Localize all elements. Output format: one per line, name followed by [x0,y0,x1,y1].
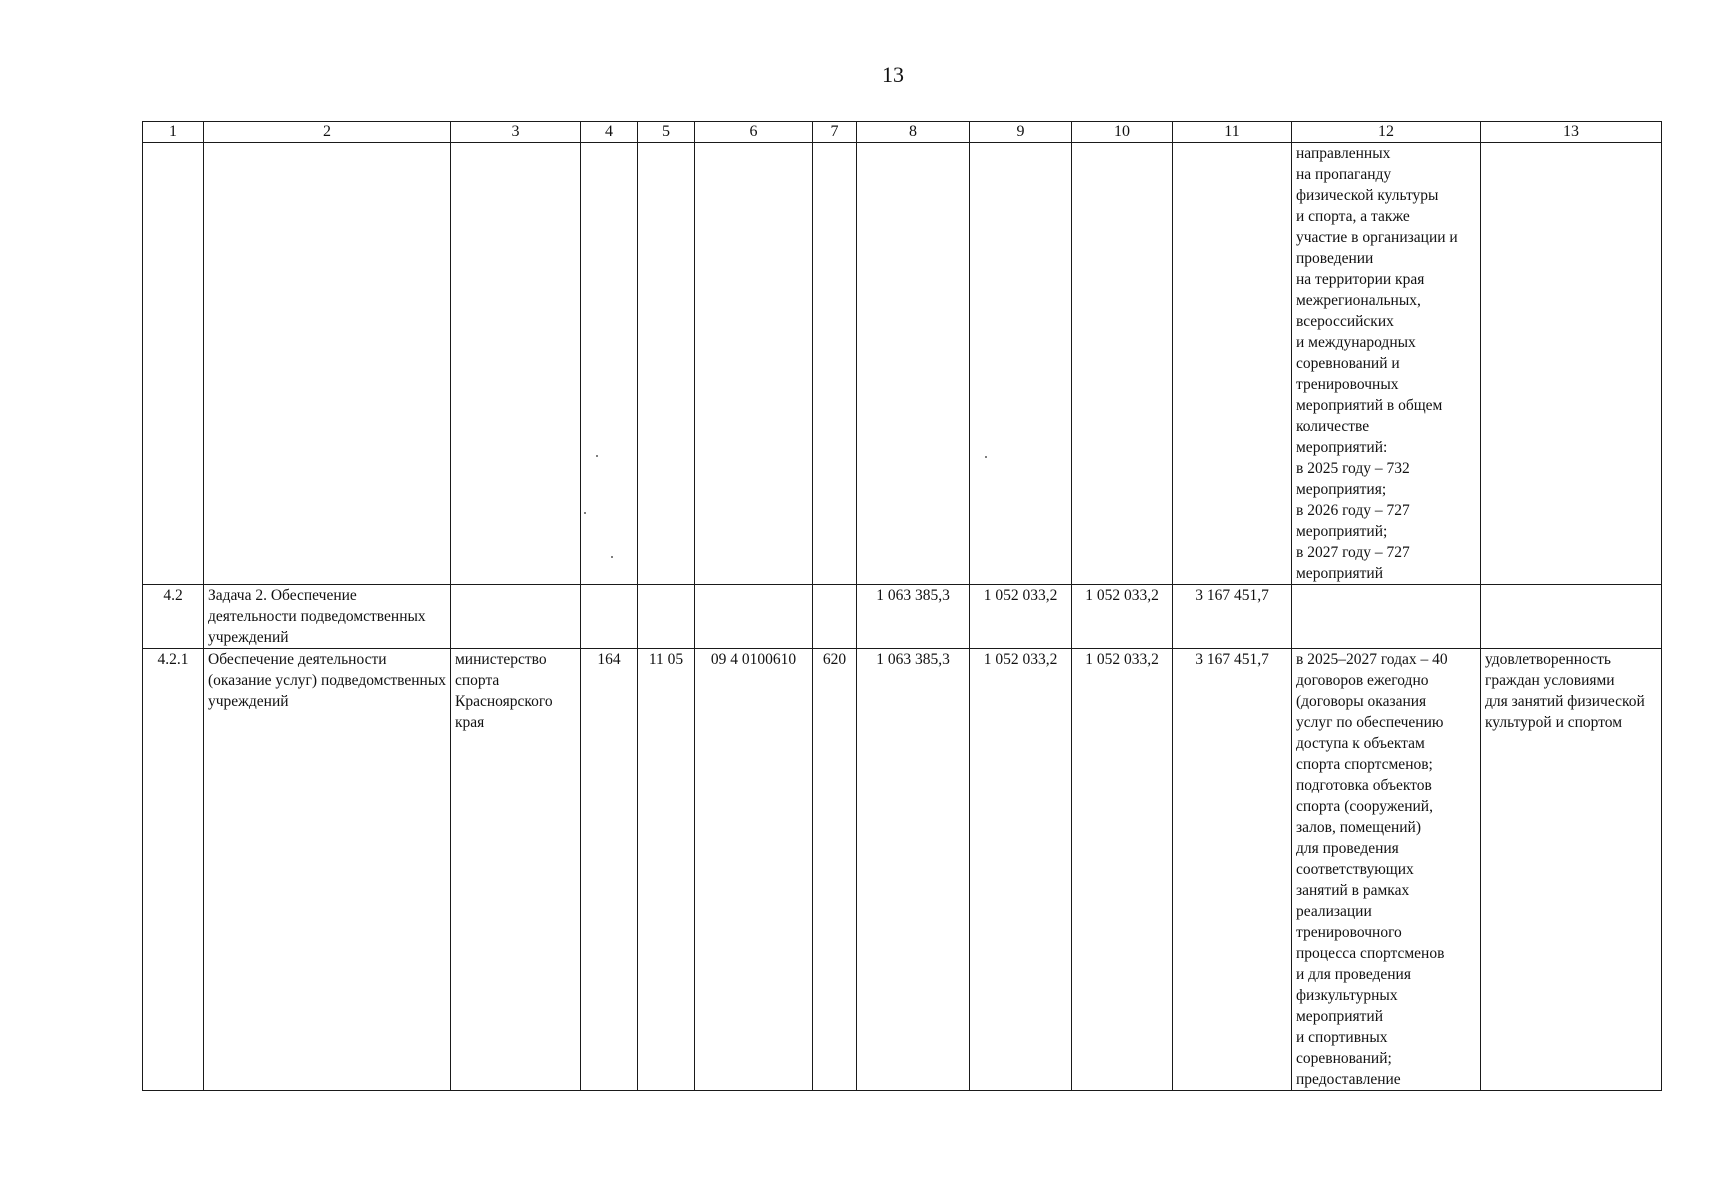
empty-cell [204,143,451,585]
header-cell: 1 [143,122,204,143]
header-cell: 13 [1481,122,1662,143]
header-row [143,122,1662,143]
header-cell: 8 [857,122,970,143]
code-cell: 164 [581,649,638,1091]
amount-cell: 1 052 033,2 [970,585,1072,649]
amount-cell: 1 063 385,3 [857,585,970,649]
indicator-cell: удовлетворенность граждан условиями для занятий физической культурой и спортом [1481,649,1662,1091]
header-cell: 6 [695,122,813,143]
empty-cell [638,585,695,649]
total-amount-cell: 3 167 451,7 [1173,585,1292,649]
page-number: 13 [882,62,904,87]
item-row [143,649,1662,1091]
empty-cell [813,143,857,585]
empty-cell [1173,143,1292,585]
scan-dot [596,455,598,457]
amount-cell: 1 063 385,3 [857,649,970,1091]
empty-cell [695,143,813,585]
task-name: Задача 2. Обеспечение деятельности подведомственных учреждений [204,585,451,649]
empty-cell [695,585,813,649]
empty-cell [857,143,970,585]
empty-cell [581,585,638,649]
empty-cell [451,143,581,585]
empty-cell [581,143,638,585]
amount-cell: 1 052 033,2 [970,649,1072,1091]
empty-cell [1072,143,1173,585]
empty-cell [813,585,857,649]
continuation-row [143,143,1662,585]
scan-dot [584,512,586,514]
header-cell: 12 [1292,122,1481,143]
empty-cell [1292,585,1481,649]
header-cell: 9 [970,122,1072,143]
header-cell: 4 [581,122,638,143]
empty-cell [143,143,204,585]
code-cell: 09 4 0100610 [695,649,813,1091]
empty-cell [638,143,695,585]
header-cell: 2 [204,122,451,143]
scan-dot [985,456,987,458]
row-number: 4.2.1 [143,649,204,1091]
header-cell: 7 [813,122,857,143]
item-name: Обеспечение деятельности (оказание услуг) подведомственных учреждений [204,649,451,1091]
task-row [143,585,1662,649]
header-cell: 10 [1072,122,1173,143]
header-cell: 3 [451,122,581,143]
amount-cell: 1 052 033,2 [1072,649,1173,1091]
empty-cell [1481,585,1662,649]
empty-cell [451,585,581,649]
scan-dot [611,556,613,558]
header-cell: 5 [638,122,695,143]
program-table [142,121,1662,1091]
empty-cell [970,143,1072,585]
executor-cell: министерство спорта Красноярского края [451,649,581,1091]
expected-result-cell: в 2025–2027 годах – 40 договоров ежегодно (договоры оказания услуг по обеспечению доступа к объектам спорта спортсменов; подготовка объектов спорта (сооружений, залов, помещений) для проведения соответствующих занятий в рамках реализации тренировочного процесса спортсменов и для проведения физкультурных мероприятий и спортивных соревнований; предоставление [1292,649,1481,1091]
header-cell: 11 [1173,122,1292,143]
code-cell: 11 05 [638,649,695,1091]
amount-cell: 1 052 033,2 [1072,585,1173,649]
expected-result-cell: направленных на пропаганду физической культуры и спорта, а также участие в организации и проведении на территории края межрегиональных, всероссийских и международных соревнований и тренировочных мероприятий в общем количестве мероприятий: в 2025 году – 732 мероприятия; в 2026 году – 727 мероприятий; в 2027 году – 727 мероприятий [1292,143,1481,585]
total-amount-cell: 3 167 451,7 [1173,649,1292,1091]
code-cell: 620 [813,649,857,1091]
empty-cell [1481,143,1662,585]
row-number: 4.2 [143,585,204,649]
